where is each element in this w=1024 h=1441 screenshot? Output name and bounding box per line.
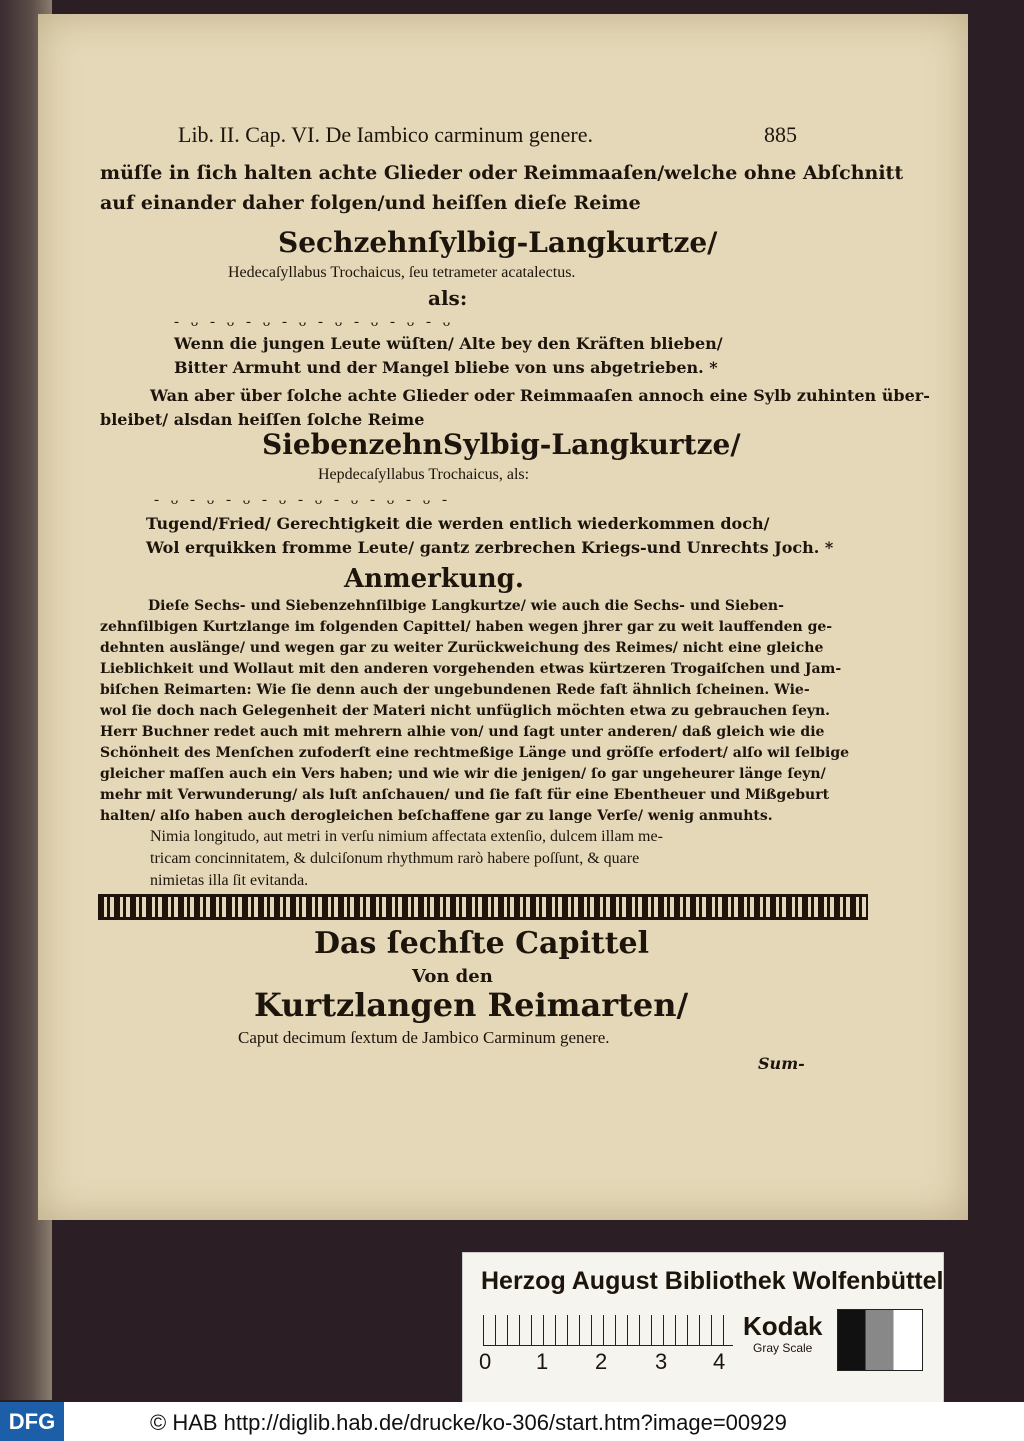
ornamental-border: [98, 894, 868, 920]
section1-verse-2: Bitter Armuht und der Mangel bliebe von uns abgetrieben. *: [174, 358, 718, 377]
dfg-logo: DFG: [0, 1402, 64, 1441]
annotation-line: mehr mit Verwunderung/ als luſt anſchauen/ und ſie faſt für eine Ebentheuer und Mißgeburt: [100, 787, 830, 803]
chapter-title: Das ſechſte Capittel: [314, 926, 650, 961]
chapter-latin: Caput decimum ſextum de Jambico Carminum genere.: [238, 1028, 610, 1047]
copyright-link[interactable]: © HAB http://diglib.hab.de/drucke/ko-306/start.htm?image=00929: [150, 1410, 787, 1435]
intro-line-1: müſſe in ſich halten achte Glieder oder Reimmaaſen/welche ohne Abſchnitt: [100, 162, 904, 184]
catchword: Sum-: [758, 1054, 805, 1073]
intro-line-2: auf einander daher folgen/und heiſſen dieſe Reime: [100, 192, 641, 214]
ruler-number: 1: [536, 1349, 549, 1374]
mid-line-1: Wan aber über ſolche achte Glieder oder Reimmaaſen annoch eine Sylb zuhinten über-: [150, 386, 930, 405]
annotation-heading: Anmerkung.: [344, 564, 524, 594]
annotation-line: Lieblichkeit und Wollaut mit den anderen vorgehenden etwas kürtzeren Trogaiſchen und Jam-: [100, 661, 842, 677]
section2-verse-2: Wol erquikken fromme Leute/ gantz zerbrechen Kriegs-und Unrechts Joch. *: [146, 538, 834, 557]
latin-note-line: tricam concinnitatem, & dulciſonum rhythmum rarò habere poſſunt, & quare: [150, 850, 640, 867]
section2-heading: SiebenzehnSylbig-Langkurtze/: [262, 428, 741, 461]
measurement-ruler: [483, 1315, 733, 1346]
annotation-line: halten/ alſo haben auch derogleichen beſchaffene gar zu lange Verſe/ wenig anmuhts.: [100, 808, 773, 824]
annotation-line: Dieſe Sechs- und Siebenzehnſilbige Langkurtze/ wie auch die Sechs- und Sieben-: [148, 598, 784, 614]
gray-scale-patches: [837, 1309, 923, 1371]
annotation-line: zehnſilbigen Kurtzlange im folgenden Capittel/ haben wegen jhrer gar zu weit lauffenden ge-: [100, 619, 833, 635]
page-number: 885: [764, 122, 797, 147]
annotation-line: Schönheit des Menſchen zufoderſt eine rechtmeßige Länge und gröſſe erfodert/ alſo wil ſelbige: [100, 745, 850, 761]
ruler-number: 2: [595, 1349, 608, 1374]
chapter-name: Kurtzlangen Reimarten/: [254, 986, 689, 1024]
hab-colour-card: [462, 1252, 944, 1404]
section2-verse-1: Tugend/Fried/ Gerechtigkeit die werden entlich wiederkommen doch/: [146, 514, 770, 533]
kodak-brand: Kodak: [743, 1311, 823, 1341]
book-page: [38, 14, 968, 1220]
latin-note-line: nimietas illa ſit evitanda.: [150, 872, 309, 889]
annotation-line: wol ſie doch nach Gelegenheit der Materi nicht unfüglich möchten etwa zu gebrauchen ſeyn.: [100, 703, 831, 719]
ruler-number: 3: [655, 1349, 668, 1374]
section1-latin: Hedecaſyllabus Trochaicus, ſeu tetrameter acatalectus.: [228, 264, 576, 281]
mid-line-2: bleibet/ alsdan heiſſen ſolche Reime: [100, 410, 425, 429]
annotation-line: gleicher maſſen auch ein Vers haben; und wie wir die jenigen/ ſo gar ungeheurer länge ſeyn/: [100, 766, 826, 782]
annotation-line: Herr Buchner redet auch mit mehrern alhie von/ und ſagt unter anderen/ daß gleich wie die: [100, 724, 825, 740]
annotation-line: dehnten auslänge/ und wegen gar zu weiter Zurückweichung des Reimes/ nicht eine gleiche: [100, 640, 824, 656]
chapter-von: Von den: [412, 966, 493, 987]
section2-meter: - ᴗ - ᴗ - ᴗ - ᴗ - ᴗ - ᴗ - ᴗ - ᴗ -: [154, 492, 451, 508]
ruler-number: 0: [479, 1349, 492, 1374]
section2-latin: Hepdecaſyllabus Trochaicus, als:: [318, 466, 530, 483]
kodak-gray-scale: Gray Scale: [753, 1341, 813, 1355]
ruler-number: 4: [713, 1349, 726, 1374]
running-header: Lib. II. Cap. VI. De Iambico carminum genere.: [178, 122, 594, 147]
section1-als: als:: [428, 286, 468, 310]
section1-meter: - ᴗ - ᴗ - ᴗ - ᴗ - ᴗ - ᴗ - ᴗ - ᴗ: [174, 314, 455, 330]
annotation-line: biſchen Reimarten: Wie ſie denn auch der ungebundenen Rede faſt ähnlich ſcheinen. Wie-: [100, 682, 810, 698]
section1-verse-1: Wenn die jungen Leute wüſten/ Alte bey den Kräften blieben/: [174, 334, 723, 353]
latin-note-line: Nimia longitudo, aut metri in verſu nimium affectata extenſio, dulcem illam me-: [150, 828, 663, 845]
library-name: Herzog August Bibliothek Wolfenbüttel: [481, 1267, 944, 1295]
footer-bar: [0, 1402, 1024, 1441]
section1-heading: Sechzehnſylbig-Langkurtze/: [278, 226, 718, 259]
